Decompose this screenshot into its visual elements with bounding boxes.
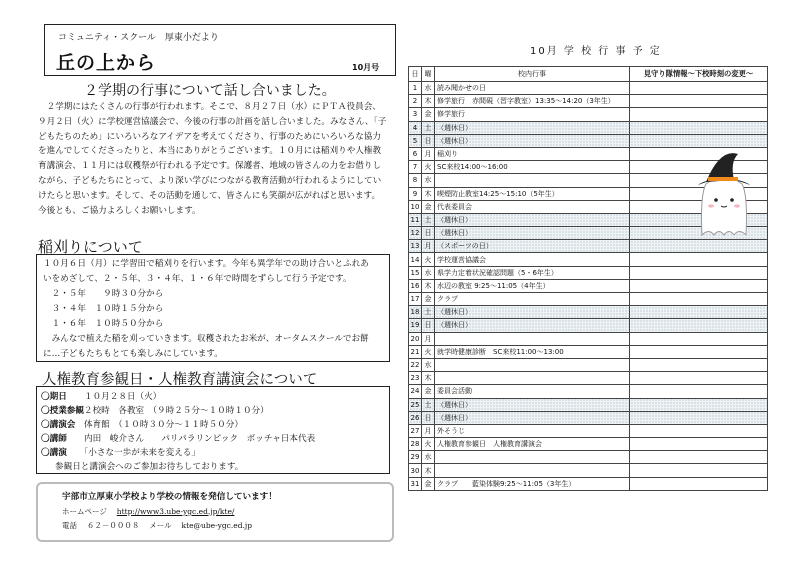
event-cell: 就学時健康診断 SC来校11:00～13:00 <box>435 345 630 358</box>
watch-cell <box>630 345 768 358</box>
day-cell: 21 <box>409 345 422 358</box>
schedule-table <box>408 66 768 491</box>
watch-cell <box>630 293 768 306</box>
day-cell: 10 <box>409 200 422 213</box>
day-cell: 30 <box>409 464 422 477</box>
day-cell: 7 <box>409 161 422 174</box>
schedule-title: 10月 学 校 行 事 予 定 <box>530 46 662 57</box>
schedule-row <box>409 385 768 398</box>
day-cell: 19 <box>409 319 422 332</box>
weekday-cell: 水 <box>422 358 435 371</box>
event-cell: 代表委員会 <box>435 200 630 213</box>
rice-line: みんなで植えた稲を刈っていきます。収穫されたお米が、オータムスクールでお餅 <box>43 334 369 344</box>
weekday-cell: 金 <box>422 200 435 213</box>
schedule-row <box>409 398 768 411</box>
homepage-link[interactable]: http://www3.ube-ygc.ed.jp/kte/ <box>116 507 235 516</box>
weekday-cell: 月 <box>422 424 435 437</box>
rice-line: いをめざして、２・５年、３・４年、１・６年で時間をずらして行う予定です。 <box>43 274 352 284</box>
halloween-ghost-icon <box>684 140 764 240</box>
watch-cell <box>630 398 768 411</box>
weekday-cell: 火 <box>422 438 435 451</box>
day-cell: 12 <box>409 227 422 240</box>
header-events: 校内行事 <box>435 67 630 82</box>
watch-cell <box>630 477 768 490</box>
hr-label: 〇講演 <box>41 448 67 458</box>
event-cell: 修学旅行 赤間硯（習字教室）13:35～14:20（3年生） <box>435 95 630 108</box>
weekday-cell: 日 <box>422 411 435 424</box>
event-cell: （スポーツの日） <box>435 240 630 253</box>
watch-cell <box>630 82 768 95</box>
day-cell: 9 <box>409 187 422 200</box>
schedule-row <box>409 279 768 292</box>
day-cell: 28 <box>409 438 422 451</box>
human-rights-box <box>36 386 390 474</box>
weekday-cell: 金 <box>422 385 435 398</box>
human-rights-title: 人権教育参観日・人権教育講演会について <box>42 372 318 388</box>
weekday-cell: 金 <box>422 108 435 121</box>
event-cell <box>435 372 630 385</box>
event-cell: 喫煙防止教室14:25～15:10（5年生） <box>435 187 630 200</box>
weekday-cell: 火 <box>422 253 435 266</box>
weekday-cell: 水 <box>422 451 435 464</box>
weekday-cell: 木 <box>422 279 435 292</box>
weekday-cell: 土 <box>422 398 435 411</box>
main-body: ２学期にはたくさんの行事が行われます。そこで、８月２７日（水）にＰＴＡ役員会、９月２日（火）に学校運営協議会で、今後の行事の計画を話し合いました。みなさん、「子どもたちのため」にいろいろなアイデアを考えてくださり、行事のためにいろいろな協力を進んでしてくださったりと、本当にありがとうございます。１０月には稲刈りや人権教育講演会、１１月には収穫祭が行われる予定です。保護者、地域の皆さんの力をお借りしながら、子どもたちにとって、より深い学びにつながる教育活動が行われるようにしていけたらと思います。そして、その活動を通して、皆さんにも笑顔が広がればと思います。今後とも、ご協力よろしくお願いします。 <box>38 102 387 216</box>
event-cell: SC来校14:00～16:00 <box>435 161 630 174</box>
rice-line: １・６年 １０時５０分から <box>43 319 164 329</box>
day-cell: 15 <box>409 266 422 279</box>
weekday-cell: 日 <box>422 227 435 240</box>
weekday-cell: 日 <box>422 319 435 332</box>
event-cell: （週休日） <box>435 411 630 424</box>
day-cell: 16 <box>409 279 422 292</box>
schedule-row <box>409 108 768 121</box>
event-cell: クラブ <box>435 293 630 306</box>
weekday-cell: 木 <box>422 372 435 385</box>
day-cell: 8 <box>409 174 422 187</box>
weekday-cell: 木 <box>422 187 435 200</box>
day-cell: 11 <box>409 213 422 226</box>
event-cell: （週休日） <box>435 398 630 411</box>
schedule-row <box>409 121 768 134</box>
phone-number: ６２－０００８ <box>86 521 140 530</box>
event-cell: （週休日） <box>435 227 630 240</box>
day-cell: 18 <box>409 306 422 319</box>
rice-line: ２・５年 ９時３０分から <box>43 289 164 299</box>
phone-label: 電話 <box>62 521 77 530</box>
schedule-row <box>409 95 768 108</box>
watch-cell <box>630 240 768 253</box>
event-cell: （週休日） <box>435 306 630 319</box>
weekday-cell: 金 <box>422 477 435 490</box>
schedule-row <box>409 358 768 371</box>
schedule-row <box>409 424 768 437</box>
hr-value: 「小さな一歩が未来を変える」 <box>66 448 200 458</box>
header-watch: 見守り隊情報～下校時刻の変更～ <box>630 67 768 82</box>
weekday-cell: 木 <box>422 464 435 477</box>
event-cell: （週休日） <box>435 134 630 147</box>
weekday-cell: 土 <box>422 213 435 226</box>
hr-label: 〇授業参観 <box>41 406 84 416</box>
homepage-label: ホームページ <box>62 507 107 516</box>
event-cell: （週休日） <box>435 121 630 134</box>
newsletter-series: コミュニティ・スクール 厚東小だより <box>58 33 219 43</box>
watch-cell <box>630 108 768 121</box>
watch-cell <box>630 319 768 332</box>
main-headline: ２学期の行事について話し合いました。 <box>84 83 336 99</box>
event-cell <box>435 174 630 187</box>
watch-cell <box>630 424 768 437</box>
rice-line: に…子どもたちもとても楽しみにしています。 <box>43 349 223 359</box>
schedule-row <box>409 266 768 279</box>
hr-label: 〇講師 <box>41 434 67 444</box>
weekday-cell: 土 <box>422 306 435 319</box>
weekday-cell: 水 <box>422 174 435 187</box>
schedule-row <box>409 451 768 464</box>
watch-cell <box>630 266 768 279</box>
watch-cell <box>630 95 768 108</box>
event-cell: 稲刈り <box>435 147 630 160</box>
event-cell <box>435 358 630 371</box>
day-cell: 14 <box>409 253 422 266</box>
weekday-cell: 日 <box>422 134 435 147</box>
day-cell: 31 <box>409 477 422 490</box>
event-cell: （週休日） <box>435 213 630 226</box>
weekday-cell: 月 <box>422 240 435 253</box>
day-cell: 5 <box>409 134 422 147</box>
watch-cell <box>630 451 768 464</box>
footer <box>40 486 386 534</box>
schedule-row <box>409 253 768 266</box>
day-cell: 26 <box>409 411 422 424</box>
day-cell: 2 <box>409 95 422 108</box>
day-cell: 20 <box>409 332 422 345</box>
rice-line: ３・４年 １０時１５分から <box>43 304 164 314</box>
schedule-row <box>409 411 768 424</box>
footer-headline: 宇部市立厚東小学校より学校の情報を発信しています！ <box>62 492 277 502</box>
schedule-row <box>409 293 768 306</box>
schedule-row <box>409 82 768 95</box>
watch-cell <box>630 372 768 385</box>
watch-cell <box>630 306 768 319</box>
rice-box <box>36 254 390 362</box>
event-cell: 委員会活動 <box>435 385 630 398</box>
day-cell: 25 <box>409 398 422 411</box>
weekday-cell: 月 <box>422 332 435 345</box>
day-cell: 3 <box>409 108 422 121</box>
schedule-row <box>409 477 768 490</box>
day-cell: 22 <box>409 358 422 371</box>
event-cell <box>435 451 630 464</box>
event-cell: 県学力定着状況確認問題（5・6年生） <box>435 266 630 279</box>
hr-label: 〇講演会 <box>41 420 76 430</box>
day-cell: 6 <box>409 147 422 160</box>
hr-note: 参観日と講演会へのご参加お待ちしております。 <box>55 462 244 472</box>
watch-cell <box>630 385 768 398</box>
event-cell: クラブ 藍染体験9:25～11:05（3年生） <box>435 477 630 490</box>
day-cell: 23 <box>409 372 422 385</box>
weekday-cell: 水 <box>422 266 435 279</box>
event-cell <box>435 464 630 477</box>
rice-title: 稲刈りについて <box>38 238 143 256</box>
day-cell: 17 <box>409 293 422 306</box>
watch-cell <box>630 279 768 292</box>
event-cell: 修学旅行 <box>435 108 630 121</box>
hr-value: １０月２８日（火） <box>66 392 162 402</box>
schedule-row <box>409 372 768 385</box>
event-cell: 外そうじ <box>435 424 630 437</box>
schedule-row <box>409 306 768 319</box>
weekday-cell: 火 <box>422 345 435 358</box>
weekday-cell: 月 <box>422 147 435 160</box>
watch-cell <box>630 464 768 477</box>
watch-cell <box>630 411 768 424</box>
schedule-row <box>409 464 768 477</box>
watch-cell <box>630 438 768 451</box>
schedule-row <box>409 240 768 253</box>
schedule-row <box>409 345 768 358</box>
event-cell: 水辺の教室 9:25～11:05（4年生） <box>435 279 630 292</box>
watch-cell <box>630 121 768 134</box>
mail-label: メール <box>149 521 172 530</box>
day-cell: 13 <box>409 240 422 253</box>
day-cell: 4 <box>409 121 422 134</box>
event-cell <box>435 332 630 345</box>
hr-value: 内田 峻介さん パリパラリンピック ボッチャ日本代表 <box>66 434 316 444</box>
schedule-row <box>409 319 768 332</box>
header-weekday: 曜 <box>422 67 435 82</box>
weekday-cell: 木 <box>422 95 435 108</box>
weekday-cell: 火 <box>422 161 435 174</box>
mail-address[interactable]: kte@ube-ygc.ed.jp <box>181 521 253 530</box>
watch-cell <box>630 332 768 345</box>
event-cell: （週休日） <box>435 319 630 332</box>
rice-line: １０月６日（月）に学習田で稲刈りを行います。今年も異学年での助け合いとふれあ <box>43 259 369 269</box>
issue-label: 10月号 <box>352 63 380 72</box>
hr-value: 体育館 （１０時３０分～１１時５０分） <box>75 420 243 430</box>
weekday-cell: 水 <box>422 82 435 95</box>
weekday-cell: 金 <box>422 293 435 306</box>
hr-label: 〇期日 <box>41 392 67 402</box>
newsletter-title: 丘の上から <box>56 52 157 74</box>
day-cell: 29 <box>409 451 422 464</box>
day-cell: 24 <box>409 385 422 398</box>
weekday-cell: 土 <box>422 121 435 134</box>
schedule-row <box>409 438 768 451</box>
event-cell: 学校運営協議会 <box>435 253 630 266</box>
watch-cell <box>630 253 768 266</box>
watch-cell <box>630 358 768 371</box>
event-cell: 人権教育参観日 人権教育講演会 <box>435 438 630 451</box>
header-day: 日 <box>409 67 422 82</box>
event-cell: 読み聞かせの日 <box>435 82 630 95</box>
day-cell: 1 <box>409 82 422 95</box>
schedule-row <box>409 332 768 345</box>
hr-value: ２校時 各教室 （９時２５分～１０時１０分） <box>83 406 269 416</box>
day-cell: 27 <box>409 424 422 437</box>
